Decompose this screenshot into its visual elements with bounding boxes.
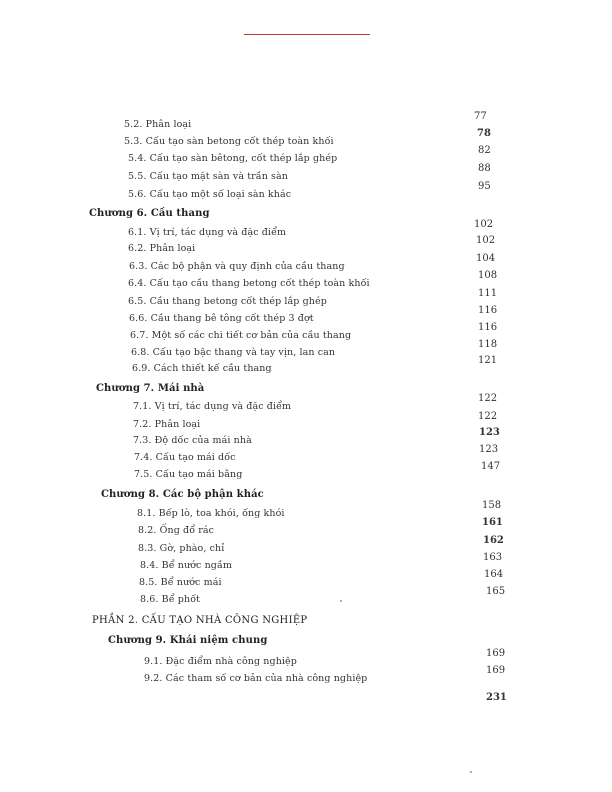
scan-speck [340,600,342,602]
toc-entry-page: 122 [478,393,498,404]
toc-entry-page: 158 [482,500,502,511]
toc-entry-page: 116 [478,322,498,333]
toc-entry[interactable] [0,552,612,576]
toc-entry[interactable] [0,500,612,524]
toc-entry-page: 123 [479,427,500,438]
toc-entry[interactable] [0,253,612,277]
toc-entry-page: 102 [476,235,496,246]
toc-chapter-label: Chương 8. Các bộ phận khác [101,489,264,500]
toc-entry-page: 111 [478,288,498,299]
toc-entry-label: 7.1. Vị trí, tác dụng và đặc điểm [133,401,292,412]
toc-entry-page: 118 [478,339,498,350]
toc-chapter-heading[interactable] [0,489,612,505]
toc-entry-page: 95 [478,181,491,192]
toc-entry[interactable] [0,586,612,610]
toc-part-heading[interactable] [0,615,612,631]
toc-entry-page: 102 [474,219,494,230]
toc-entry-label: 8.3. Gờ, phào, chỉ [138,543,225,554]
toc-entry-label: 6.5. Cầu thang betong cốt thép lắp ghép [128,296,327,307]
toc-entry-page: 78 [477,128,491,139]
toc-entry-page: 104 [476,253,496,264]
toc-entry-label: 6.4. Cấu tạo cầu thang betong cốt thép toàn khối [128,278,370,289]
toc-entry-label: 8.4. Bể nước ngầm [140,560,233,571]
toc-entry[interactable] [0,411,612,435]
toc-chapter-label: Chương 9. Khái niệm chung [108,635,268,646]
toc-entry-label: 9.1. Đặc điểm nhà công nghiệp [144,656,297,667]
toc-entry-label: 7.5. Cấu tạo mái bằng [134,469,243,480]
toc-entry-label: 6.1. Vị trí, tác dụng và đặc điểm [128,227,287,238]
toc-entry[interactable] [0,163,612,187]
toc-entry-label: 7.3. Độ dốc của mái nhà [133,435,252,446]
toc-final-page[interactable] [0,693,612,709]
toc-entry-label: 6.7. Một số các chi tiết cơ bản của cầu thang [130,330,352,341]
toc-chapter-heading[interactable] [0,635,612,651]
toc-entry-page: 231 [486,692,507,703]
toc-entry-page: 161 [482,517,503,528]
toc-entry-label: 6.6. Cầu thang bê tông cốt thép 3 đợt [129,313,314,324]
toc-entry-label: 7.2. Phân loại [133,419,201,430]
toc-entry[interactable] [0,393,612,417]
toc-entry-page: 164 [484,569,504,580]
toc-chapter-heading[interactable] [0,383,612,399]
toc-entry[interactable] [0,219,612,243]
toc-entry-label: 8.2. Ống đổ rác [138,525,215,536]
toc-entry[interactable] [0,535,612,559]
toc-entry-label: 5.3. Cấu tạo sàn betong cốt thép toàn khối [124,136,334,147]
toc-entry-label: 6.2. Phân loại [128,243,196,254]
toc-entry-page: 123 [479,444,499,455]
toc-entry-label: 8.5. Bể nước mái [139,577,222,588]
toc-entry-page: 121 [478,355,498,366]
toc-entry[interactable] [0,270,612,294]
toc-entry-label: 9.2. Các tham số cơ bản của nhà công nghiệp [144,673,368,684]
toc-entry-label: 5.2. Phân loại [124,119,192,130]
header-rule [244,34,370,35]
toc-entry[interactable] [0,235,612,259]
toc-entry[interactable] [0,111,612,135]
toc-entry-label: 8.1. Bếp lò, toa khói, ống khói [137,508,285,519]
toc-entry-label: 5.6. Cấu tạo một số loại sàn khác [128,189,292,200]
toc-chapter-heading[interactable] [0,208,612,224]
toc-entry-page: 88 [478,163,491,174]
toc-entry[interactable] [0,517,612,541]
scan-speck [470,771,472,773]
toc-entry[interactable] [0,322,612,346]
toc-entry[interactable] [0,427,612,451]
toc-entry[interactable] [0,569,612,593]
toc-entry[interactable] [0,355,612,379]
toc-chapter-label: Chương 6. Cầu thang [89,208,210,219]
toc-entry-label: 6.3. Các bộ phận và quy định của cầu thang [129,261,345,272]
toc-entry-page: 116 [478,305,498,316]
toc-entry[interactable] [0,339,612,363]
toc-entry[interactable] [0,305,612,329]
toc-entry-page: 163 [483,552,503,563]
toc-entry[interactable] [0,648,612,672]
toc-entry-label: 6.9. Cách thiết kế cầu thang [132,363,272,374]
toc-entry-label: 7.4. Cấu tạo mái dốc [134,452,236,463]
toc-entry[interactable] [0,128,612,152]
toc-part-label: PHẦN 2. CẤU TẠO NHÀ CÔNG NGHIỆP [92,615,308,626]
toc-entry-label: 5.5. Cấu tạo mặt sàn và trần sàn [128,171,289,182]
toc-entry-page: 77 [474,111,487,122]
toc-entry[interactable] [0,444,612,468]
toc-entry[interactable] [0,145,612,169]
toc-entry-label: 8.6. Bể phốt [140,594,201,605]
toc-entry[interactable] [0,461,612,485]
toc-entry-label: 6.8. Cấu tạo bậc thang và tay vịn, lan can [131,347,336,358]
toc-entry-page: 162 [483,535,504,546]
toc-entry-page: 108 [478,270,498,281]
toc-entry-label: 5.4. Cấu tạo sàn bêtong, cốt thép lắp ghép [128,153,338,164]
toc-chapter-label: Chương 7. Mái nhà [96,383,205,394]
toc-entry-page: 169 [486,665,506,676]
toc-entry-page: 82 [478,145,491,156]
toc-entry[interactable] [0,181,612,205]
toc-entry-page: 165 [486,586,506,597]
toc-entry-page: 147 [481,461,501,472]
toc-entry-page: 122 [478,411,498,422]
toc-entry-page: 169 [486,648,506,659]
toc-entry[interactable] [0,288,612,312]
toc-entry[interactable] [0,665,612,689]
